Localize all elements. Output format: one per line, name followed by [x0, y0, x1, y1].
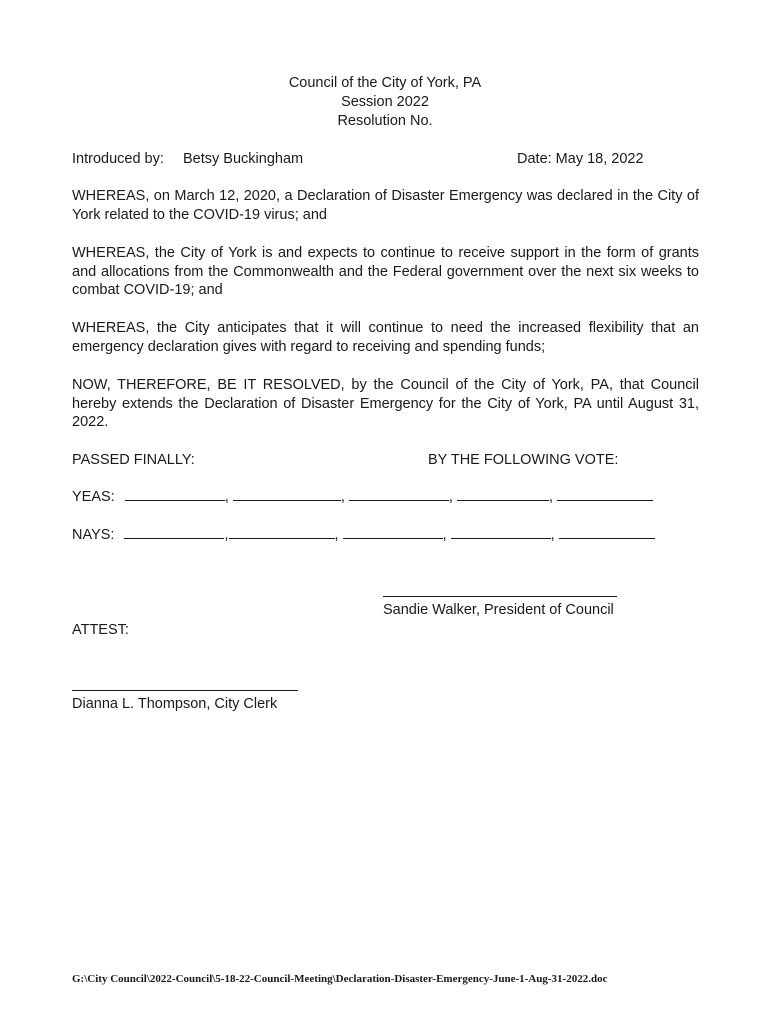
- whereas-paragraph-1: WHEREAS, on March 12, 2020, a Declaration of Disaster Emergency was declared in the City of York related to the COVID-19 virus; and: [72, 188, 699, 223]
- clerk-signature-line[interactable]: [72, 690, 298, 691]
- header-session: Session 2022: [341, 94, 429, 110]
- yeas-blank-2[interactable]: [233, 488, 341, 501]
- whereas-paragraph-3: WHEREAS, the City anticipates that it will continue to need the increased flexibility that an emergency declaration gives with regard to receiving and spending funds;: [72, 320, 699, 355]
- header-council: Council of the City of York, PA: [288, 75, 482, 91]
- nays-blank-5[interactable]: [559, 526, 655, 539]
- nays-blank-1[interactable]: [124, 526, 224, 539]
- resolved-paragraph: NOW, THEREFORE, BE IT RESOLVED, by the Council of the City of York, PA, that Council hereby extends the Declaration of Disaster Emergency for the City of York, PA until August 31, 2022.: [72, 377, 699, 430]
- nays-label: NAYS:: [72, 527, 115, 543]
- clerk-name: Dianna L. Thompson, City Clerk: [72, 696, 278, 712]
- yeas-blank-5[interactable]: [557, 488, 653, 501]
- yeas-blank-3[interactable]: [349, 488, 449, 501]
- president-signature-line[interactable]: [383, 596, 617, 597]
- resolution-header: [0, 74, 770, 131]
- president-name: Sandie Walker, President of Council: [383, 602, 614, 618]
- yeas-row: YEAS: , , , ,: [72, 488, 653, 506]
- nays-blank-3[interactable]: [343, 526, 443, 539]
- yeas-blank-1[interactable]: [125, 488, 225, 501]
- following-vote-label: BY THE FOLLOWING VOTE:: [428, 452, 619, 468]
- resolution-date: Date: May 18, 2022: [517, 151, 644, 167]
- nays-row: NAYS: , , , ,: [72, 526, 655, 544]
- header-resolution-no: Resolution No.: [337, 113, 433, 129]
- introduced-by-label: Introduced by:: [72, 151, 164, 167]
- introduced-by-name: Betsy Buckingham: [183, 151, 304, 167]
- whereas-paragraph-2: WHEREAS, the City of York is and expects to continue to receive support in the form of grants and allocations from the Commonwealth and the Federal government over the next six weeks to combat COVID-19; and: [72, 245, 699, 298]
- nays-blank-4[interactable]: [451, 526, 551, 539]
- yeas-blank-4[interactable]: [457, 488, 549, 501]
- yeas-label: YEAS:: [72, 489, 115, 505]
- passed-finally-label: PASSED FINALLY:: [72, 452, 195, 468]
- file-path-footer: G:\City Council\2022-Council\5-18-22-Council-Meeting\Declaration-Disaster-Emergency-June-1-Aug-31-2022.doc: [72, 973, 608, 985]
- attest-label: ATTEST:: [72, 622, 129, 638]
- nays-blank-2[interactable]: [229, 526, 335, 539]
